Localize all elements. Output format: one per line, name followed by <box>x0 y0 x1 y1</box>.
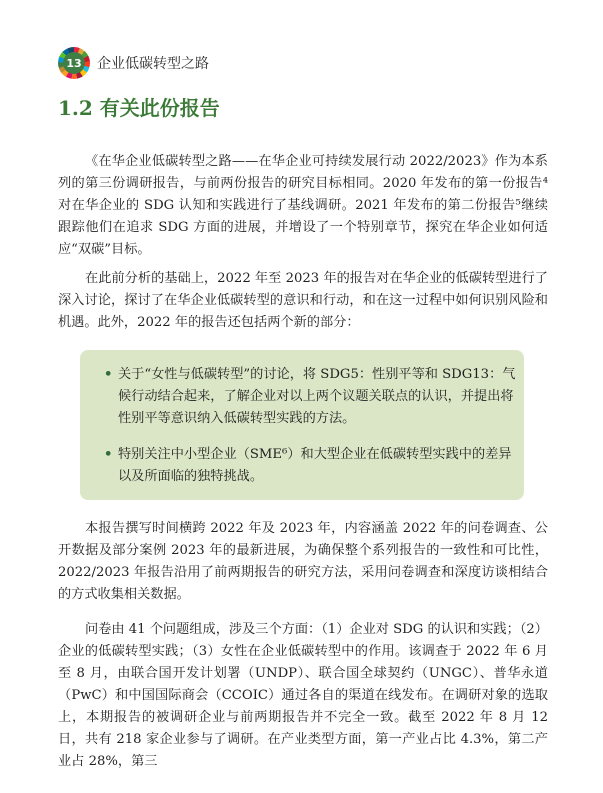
section-title: 1.2 有关此份报告 <box>58 96 220 120</box>
sdg-badge-number: 13 <box>63 52 85 74</box>
page-header <box>58 47 209 79</box>
running-header-title: 企业低碳转型之路 <box>97 56 209 72</box>
callout-bullet-gender: • 关于“女性与低碳转型”的讨论，将 SDG5：性别平等和 SDG13：气候行动结合起来，了解企业对以上两个议题关联点的认识，并提出将性别平等意识纳入低碳转型实践的方法。 <box>104 364 522 430</box>
paragraph-report-intro: 《在华企业低碳转型之路——在华企业可持续发展行动 2022/2023》作为本系列的第三份调研报告，与前两份报告的研究目标相同。2020 年发布的第一份报告⁴对在华企业的 SDG 认知和实践进行了基线调研。2021 年发布的第二份报告⁵继续跟踪他们在追求 SDG 方面的进展，并增设了一个特别章节，探究在华企业如何适应“双碳”目标。 <box>58 154 548 257</box>
new-sections-callout <box>80 350 524 500</box>
paragraph-survey-details: 问卷由 41 个问题组成，涉及三个方面：（1）企业对 SDG 的认识和实践；（2）企业的低碳转型实践；（3）女性在企业低碳转型中的作用。该调查于 2022 年 6 月至 8 月，由联合国开发计划署（UNDP）、联合国全球契约（UNGC）、普华永道（PwC）和中国国际商会（CCOIC）通过各自的渠道在线发布。在调研对象的选取上，本期报告的被调研企业与前两期报告并不完全一致。截至 2022 年 8 月 12 日，共有 218 家企业参与了调研。在产业类型方面，第一产业占比 4.3%，第二产业占 28%，第三 <box>58 622 548 769</box>
paragraph-report-scope: 在此前分析的基础上，2022 年至 2023 年的报告对在华企业的低碳转型进行了深入讨论，探讨了在华企业低碳转型的意识和行动，和在这一过程中如何识别风险和机遇。此外，2022 年的报告还包括两个新的部分： <box>58 271 548 330</box>
paragraph-methodology: 本报告撰写时间横跨 2022 年及 2023 年，内容涵盖 2022 年的问卷调查、公开数据及部分案例 2023 年的最新进展，为确保整个系列报告的一致性和可比性，2022/2023 年报告沿用了前两期报告的研究方法，采用问卷调查和深度访谈相结合的方式收集相关数据。 <box>58 521 548 602</box>
sdg-wheel-icon <box>58 47 90 79</box>
callout-bullet-sme: • 特别关注中小型企业（SME⁶）和大型企业在低碳转型实践中的差异以及所面临的独特挑战。 <box>104 444 522 488</box>
